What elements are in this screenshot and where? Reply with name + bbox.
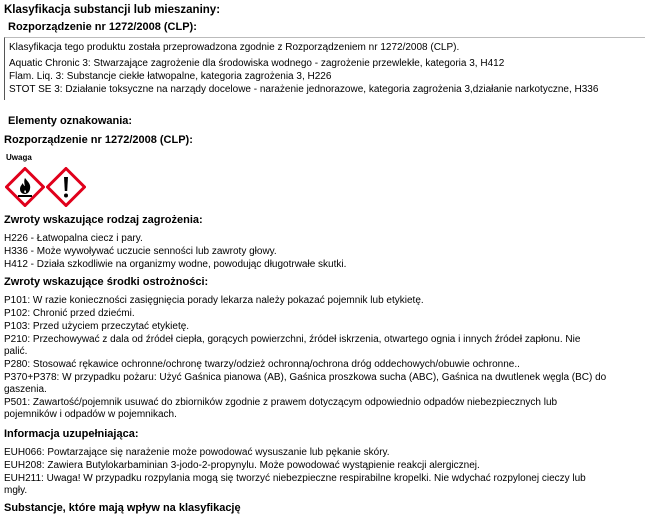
signal-word: Uwaga xyxy=(6,153,32,162)
precautionary-statement: P210: Przechowywać z dala od źródeł ciepła, gorących powierzchni, źródeł iskrzenia, otwartego ognia i innych źródeł zapłonu. Nie xyxy=(4,334,581,345)
heading-substances: Substancje, które mają wpływ na klasyfikację xyxy=(4,502,241,514)
regulation-label-2: Rozporządzenie nr 1272/2008 (CLP): xyxy=(4,134,193,146)
regulation-label-1: Rozporządzenie nr 1272/2008 (CLP): xyxy=(8,21,197,33)
supplementary-statement-cont: mgły. xyxy=(4,485,28,496)
heading-supplementary: Informacja uzupełniająca: xyxy=(4,428,139,440)
classification-line: Aquatic Chronic 3: Stwarzające zagrożenie dla środowiska wodnego - zagrożenie przewlekłe, kategoria 3, H412 xyxy=(9,58,505,69)
precautionary-statement: P101: W razie konieczności zasięgnięcia porady lekarza należy pokazać pojemnik lub etykietę. xyxy=(4,295,424,306)
precautionary-statement: P280: Stosować rękawice ochronne/ochronę twarzy/odzież ochronną/ochrona dróg oddechowych/obuwie ochronne.. xyxy=(4,359,520,370)
precautionary-statement: P501: Zawartość/pojemnik usuwać do zbiorników zgodnie z prawem dotyczącym odpowiednio odpadów niebezpiecznych lub xyxy=(4,397,558,408)
classification-line: Klasyfikacja tego produktu została przeprowadzona zgodnie z Rozporządzeniem nr 1272/2008 (CLP). xyxy=(9,42,460,53)
flame-icon xyxy=(5,167,45,207)
heading-label-elements: Elementy oznakowania: xyxy=(8,115,133,127)
precautionary-statement: P103: Przed użyciem przeczytać etykietę. xyxy=(4,321,190,332)
heading-classification: Klasyfikacja substancji lub mieszaniny: xyxy=(4,4,221,16)
classification-line: STOT SE 3: Działanie toksyczne na narządy docelowe - narażenie jednorazowe, kategoria zagrożenia 3,działanie narkotyczne, H336 xyxy=(9,84,599,95)
hazard-statement: H226 - Łatwopalna ciecz i pary. xyxy=(4,233,143,244)
classification-line: Flam. Liq. 3: Substancje ciekłe łatwopalne, kategoria zagrożenia 3, H226 xyxy=(9,71,332,82)
supplementary-statement: EUH066: Powtarzające się narażenie może powodować wysuszanie lub pękanie skóry. xyxy=(4,447,390,458)
precautionary-statement-cont: palić. xyxy=(4,346,28,357)
exclamation-mark-icon xyxy=(46,167,86,207)
classification-box xyxy=(4,37,645,100)
precautionary-statement-cont: gaszenia. xyxy=(4,384,47,395)
precautionary-statement: P370+P378: W przypadku pożaru: Użyć Gaśnica pianowa (AB), Gaśnica proszkowa sucha (ABC), Gaśnica na dwutlenek węgla (BC) do xyxy=(4,372,607,383)
heading-hazard-statements: Zwroty wskazujące rodzaj zagrożenia: xyxy=(4,214,203,226)
hazard-statement: H412 - Działa szkodliwie na organizmy wodne, powodując długotrwałe skutki. xyxy=(4,259,347,270)
precautionary-statement-cont: pojemników i odpadów w pojemnikach. xyxy=(4,409,177,420)
precautionary-statement: P102: Chronić przed dziećmi. xyxy=(4,308,135,319)
supplementary-statement: EUH211: Uwaga! W przypadku rozpylania mogą się tworzyć niebezpieczne respirabilne kropelki. Nie wdychać rozpylonej cieczy lub xyxy=(4,473,586,484)
hazard-statement: H336 - Może wywoływać uczucie senności lub zawroty głowy. xyxy=(4,246,277,257)
supplementary-statement: EUH208: Zawiera Butylokarbaminian 3-jodo-2-propynylu. Może powodować wystąpienie reakcji alergicznej. xyxy=(4,460,480,471)
heading-precautionary-statements: Zwroty wskazujące środki ostrożności: xyxy=(4,276,209,288)
